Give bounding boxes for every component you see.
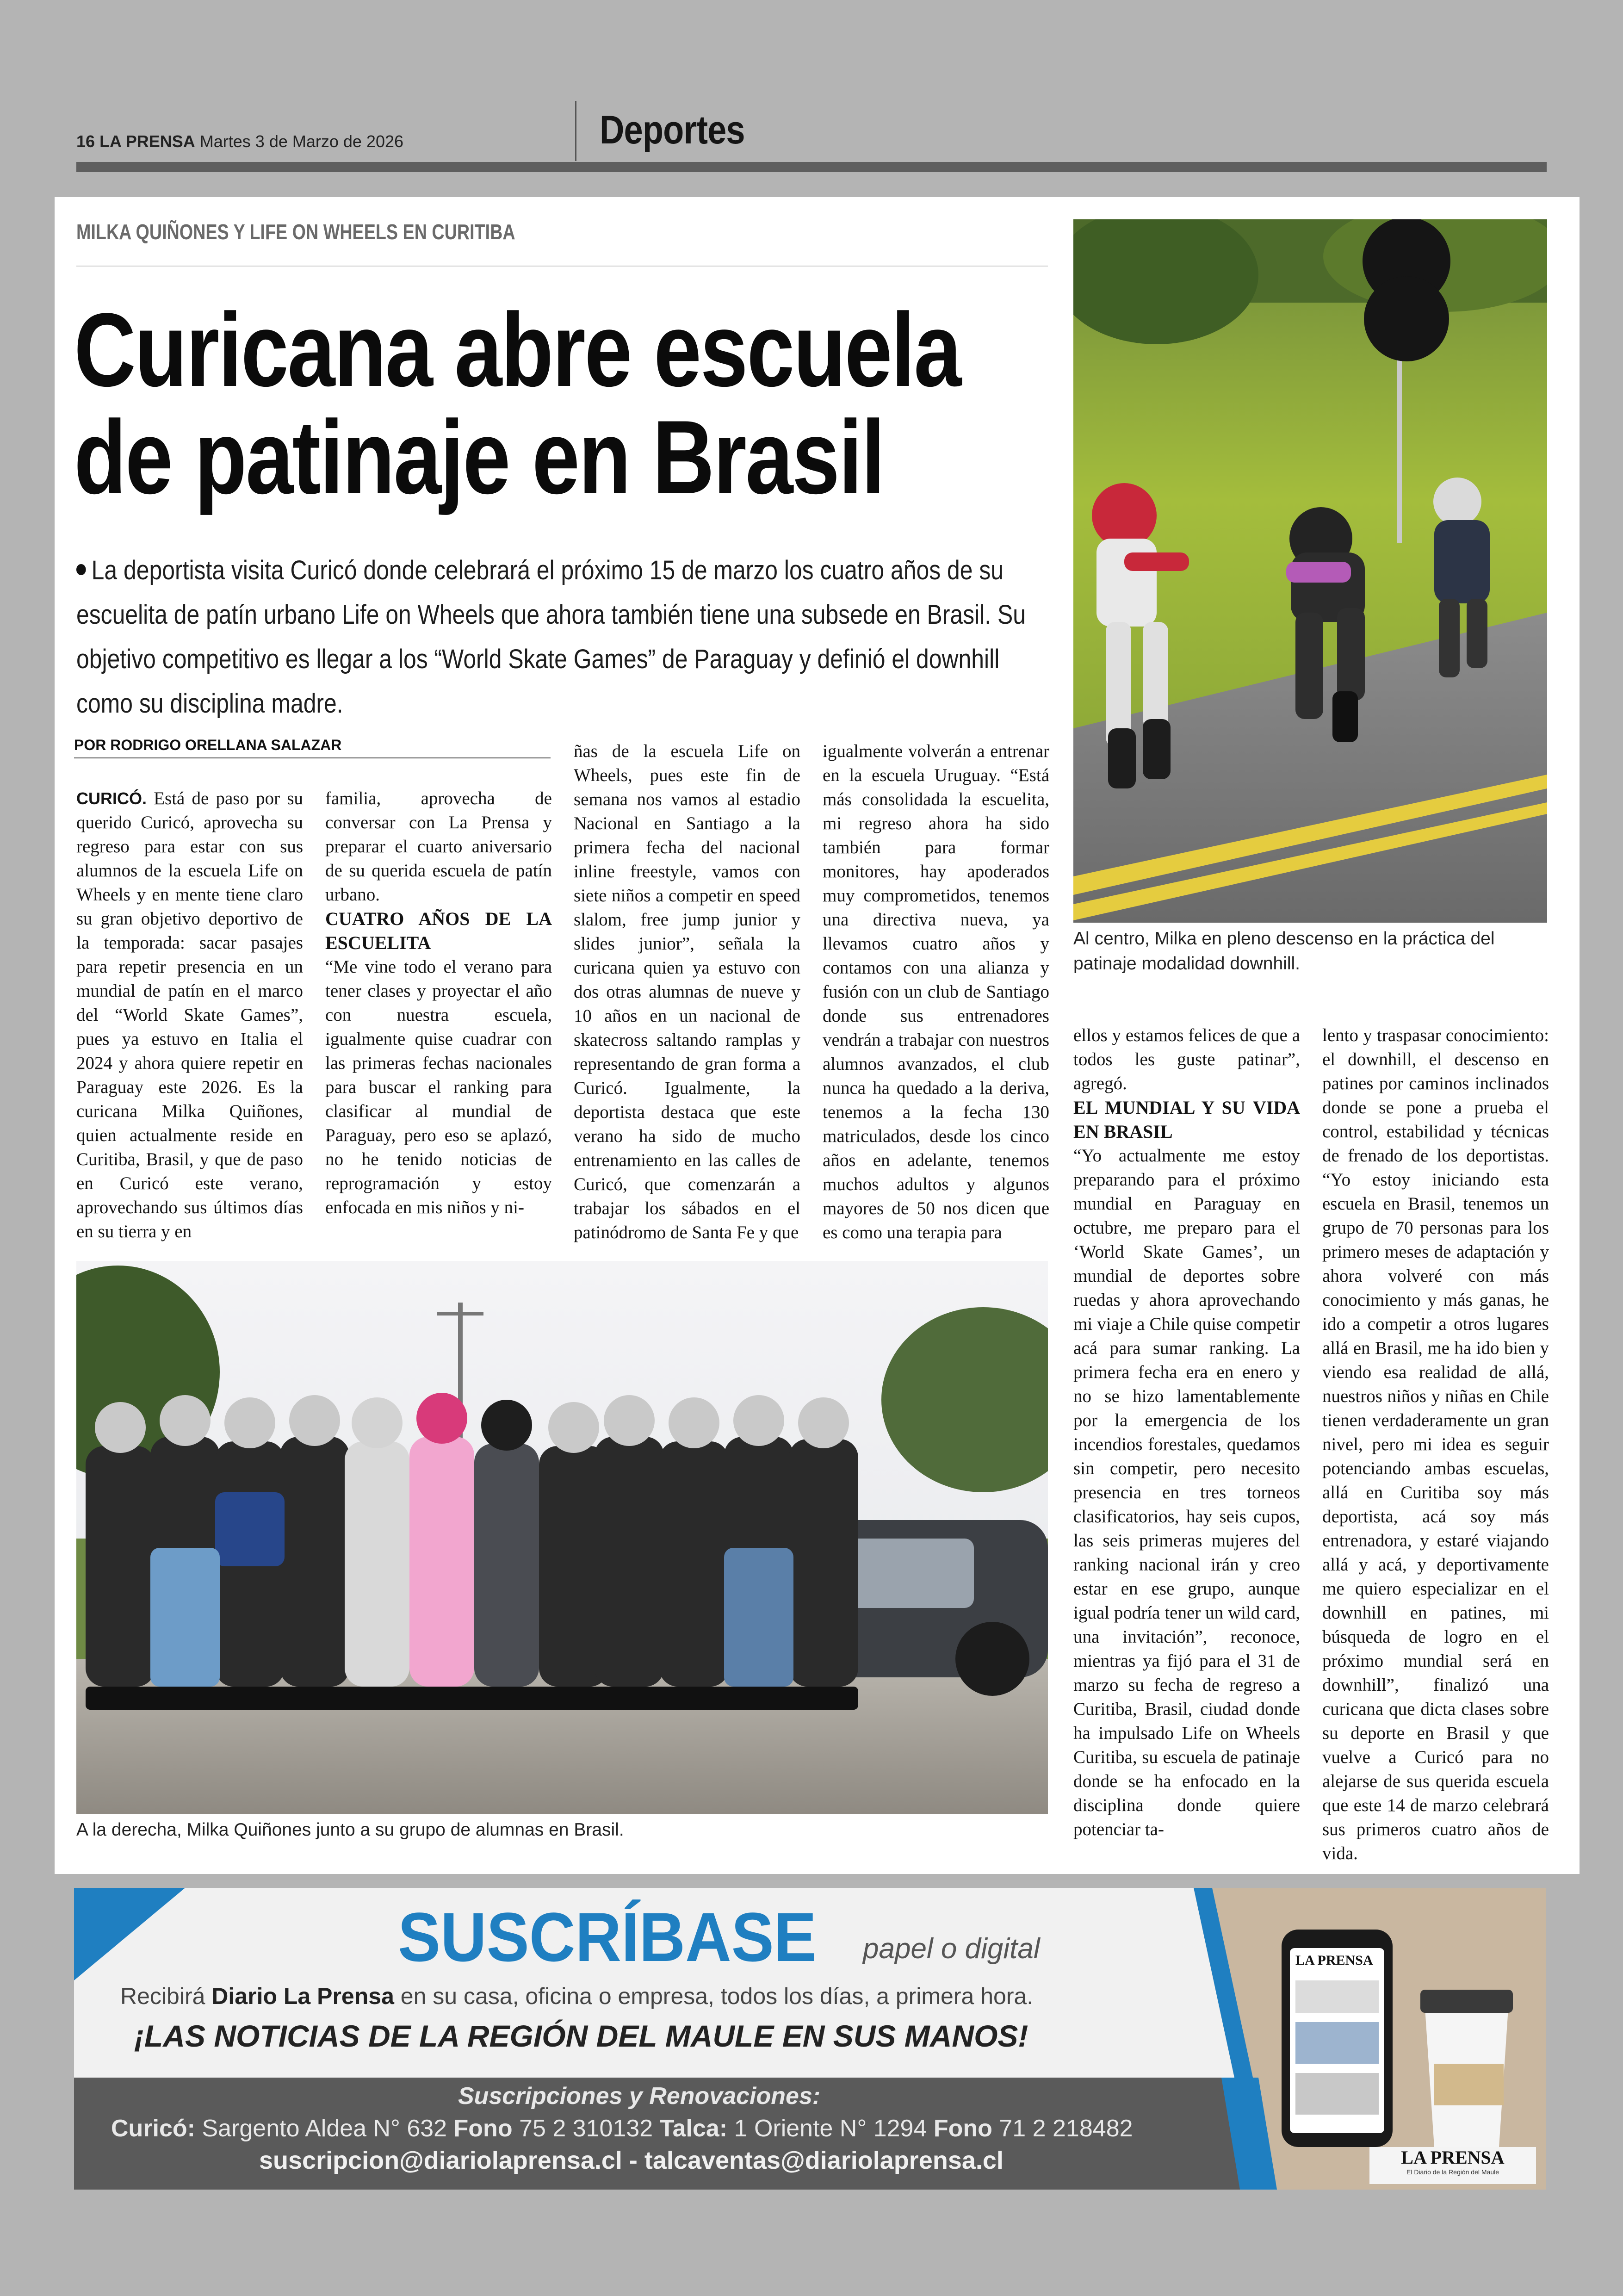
article-column-1 <box>76 787 303 1244</box>
photo-downhill-skaters <box>1073 219 1547 923</box>
paper-name: LA PRENSA <box>99 132 195 151</box>
page-header <box>76 132 403 151</box>
ad-subtitle: papel o digital <box>863 1933 1040 1965</box>
column-5-text-a: ellos y estamos felices de que a todos les guste patinar”, agregó. <box>1073 1025 1300 1093</box>
caption-bottom-photo: A la derecha, Milka Quiñones junto a su grupo de alumnas en Brasil. <box>76 1820 624 1840</box>
ad-band-title: Suscripciones y Renovaciones: <box>458 2083 821 2110</box>
subhead-mundial: EL MUNDIAL Y SU VIDA EN BRASIL <box>1073 1097 1300 1142</box>
column-6-text: lento y traspasar conocimiento: el downhill, el descenso en patines por caminos inclinados donde se pone a prueba el control, estabilidad y técnicas de frenado de los deportistas. “Yo estoy iniciando esta escuela en Brasil, tenemos un grupo de 70 personas para los primero meses de adaptación y ahora volveré con más conocimiento y más ganas, he ido a competir a otros lugares allá en Brasil, me ha ido bien y viendo esa realidad de allá, nuestros niños y niñas en Chile tienen verdaderamente un gran nivel, pero mi idea es seguir potenciando ambas escuelas, allá en Curitiba soy más deportista, acá soy más entrenadora, y estaré viajando allá y acá, y deportivamente me quiero especializar en el downhill en patines, mi búsqueda de logro en el próximo mundial será en downhill”, finalizó una curicana que dicta clases sobre su deporte en Brasil y que vuelve a Curicó para no alejarse de sus querida escuela que este 14 de marzo celebrará sus primeros cuatro años de vida. <box>1322 1025 1549 1863</box>
byline-rule <box>74 757 551 758</box>
ad-talca-label: Talca: <box>659 2115 728 2142</box>
ad-talca-address: 1 Oriente N° 1294 <box>734 2115 927 2142</box>
kicker-rule <box>76 266 1048 267</box>
photo-group-students <box>76 1261 1048 1814</box>
column-5-text-b: “Yo actualmente me estoy preparando para el próximo mundial en Paraguay en octubre, me preparo para el ‘World Skate Games’, un mundial de deportes sobre ruedas y ahora aprovechando mi viaje a Chile quise competir acá para sumar ranking. La primera fecha era en enero y no se hizo lamentablemente por la emergencia de los incendios forestales, quedamos sin competir, pero necesito presencia en tres torneos clasificatorios, hay seis cupos, las seis primeras mujeres del ranking nacional irán y creo estar en ese grupo, aunque igual podría tener un wild card, una invitación”, reconoce, mientras ya fijó para el 31 de marzo su fecha de regreso a Curitiba, Brasil, ciudad donde ha impulsado Life on Wheels Curitiba, su escuela de patinaje donde se ha enfocado en la disciplina donde quiere potenciar ta- <box>1073 1146 1300 1839</box>
ad-fono-label-1: Fono <box>453 2115 513 2142</box>
ad-phone-logo: LA PRENSA <box>1295 1953 1373 1968</box>
ad-title: SUSCRÍBASE <box>398 1898 817 1976</box>
ad-logo-box <box>1369 2147 1536 2184</box>
issue-date: Martes 3 de Marzo de 2026 <box>199 132 404 151</box>
ad-line-1-brand: Diario La Prensa <box>211 1983 394 2009</box>
headline-line-1: Curicana abre escuela <box>74 291 960 408</box>
dateline: CURICÓ. <box>76 789 147 808</box>
subhead-cuatro-anos: CUATRO AÑOS DE LA ESCUELITA <box>325 908 552 953</box>
ad-talca-phone[interactable]: 71 2 218482 <box>999 2115 1133 2142</box>
ad-curico-phone[interactable]: 75 2 310132 <box>519 2115 653 2142</box>
article-column-2 <box>325 787 552 1220</box>
article-column-5 <box>1073 1024 1300 1842</box>
ad-fono-label-2: Fono <box>933 2115 992 2142</box>
caption-top-photo: Al centro, Milka en pleno descenso en la práctica del patinaje modalidad downhill. <box>1073 929 1495 974</box>
column-4-text: igualmente volverán a entrenar en la escuela Uruguay. “Está más consolidada la escuelita, mi regreso ahora ha sido también para formar monitores, hay apoderados muy comprometidos, tenemos una directiva nueva, ya llevamos cuatro años y contamos con una alianza y fusión con un club de Santiago donde sus entrenadores vendrán a trabajar con nuestros alumnos avanzados, el club nunca ha quedado a la deriva, tenemos a la fecha 130 matriculados, desde los cinco años en adelante, tenemos muchos adultos y algunos mayores de 50 nos dicen que es como una terapia para <box>823 741 1049 1242</box>
header-rule <box>76 162 1547 172</box>
subscription-ad[interactable] <box>74 1888 1546 2190</box>
lede-text: La deportista visita Curicó donde celebrará el próximo 15 de marzo los cuatro años de su escuelita de patín urbano Life on Wheels que ahora también tiene una subsede en Brasil. Su objetivo competitivo es llegar a los “World Skate Games” de Paraguay y definió el downhill como su disciplina madre. <box>76 555 1026 719</box>
byline: POR RODRIGO ORELLANA SALAZAR <box>74 737 342 753</box>
column-2-text-b: “Me vine todo el verano para tener clases y proyectar el año con nuestra escuela, igualmente quise cuadrar con las primeras fechas nacionales para buscar el ranking para clasificar al mundial de Paraguay, pero eso se aplazó, no he tenido noticias de reprogramación y estoy enfocada en mis niños y ni- <box>325 957 552 1217</box>
headline <box>74 291 1022 515</box>
section-title: Deportes <box>600 108 745 152</box>
lede <box>76 548 1055 726</box>
bullet-icon <box>76 564 86 575</box>
ad-emails[interactable]: suscripcion@diariolaprensa.cl - talcaventas@diariolaprensa.cl <box>259 2147 1004 2174</box>
article-column-3 <box>574 739 800 1245</box>
column-2-text-a: familia, aprovecha de conversar con La Prensa y preparar el cuarto aniversario de su querida escuela de patín urbano. <box>325 788 552 905</box>
ad-logo-tagline: El Diario de la Región del Maule <box>1406 2168 1499 2176</box>
column-3-text: ñas de la escuela Life on Wheels, pues este fin de semana nos vamos al estadio Nacional en Santiago a la primera fecha del nacional inline freestyle, vamos con siete niños a competir en speed slalom, free jump junior y slides junior”, señala la curicana quien ya estuvo con dos otras alumnas de nueve y 10 años en un nacional de skatecross saltando ramplas y representando de gran forma a Curicó. Igualmente, la deportista destaca que este verano ha sido de mucho entrenamiento en las calles de Curicó, que comenzarán a trabajar los sábados en el patinódromo de Santa Fe y que <box>574 741 800 1242</box>
headline-line-2: de patinaje en Brasil <box>74 398 884 515</box>
header-divider <box>575 101 576 161</box>
article-column-4 <box>823 739 1049 1245</box>
ad-logo: LA PRENSA <box>1401 2147 1505 2168</box>
article-column-6 <box>1322 1024 1549 1866</box>
page-number: 16 <box>76 132 95 151</box>
ad-line-1: Recibirá Diario La Prensa en su casa, oficina o empresa, todos los días, a primera hora. <box>120 1983 1034 2009</box>
ad-curico-label: Curicó: <box>111 2115 195 2142</box>
kicker: MILKA QUIÑONES Y LIFE ON WHEELS EN CURITIBA <box>76 220 515 244</box>
column-1-text: Está de paso por su querido Curicó, aprovecha su regreso para estar con sus alumnos de la escuela Life on Wheels y en mente tiene claro su gran objetivo deportivo de la temporada: sacar pasajes para repetir presencia en un mundial de patín en el marco del “World Skate Games”, pues ya estuvo en Italia el 2024 y ahora quiere repetir en Paraguay este 2026. Es la curicana Milka Quiñones, quien actualmente reside en Curitiba, Brasil, y que de paso en Curicó este verano, aprovechando sus últimos días en su tierra y en <box>76 788 304 1241</box>
ad-contacts <box>111 2115 1133 2142</box>
ad-curico-address: Sargento Aldea N° 632 <box>202 2115 447 2142</box>
ad-slogan: ¡LAS NOTICIAS DE LA REGIÓN DEL MAULE EN SUS MANOS! <box>134 2019 1028 2053</box>
